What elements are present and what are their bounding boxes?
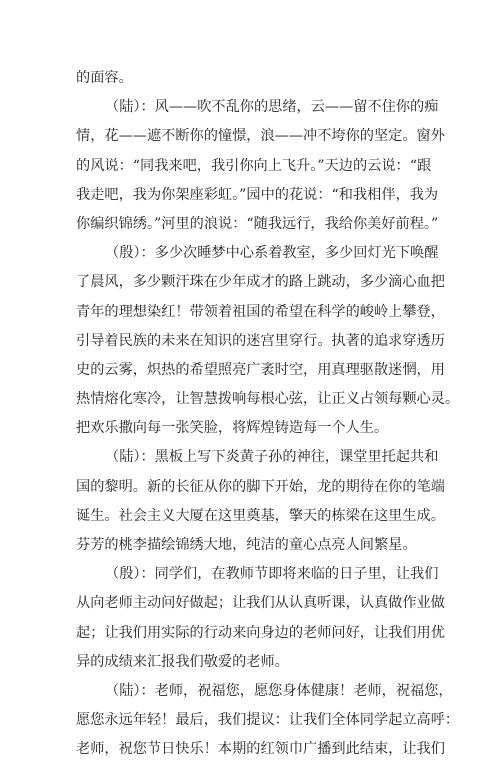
text-line: 老师，祝您节日快乐！本期的红领巾广播到此结束，让我们 [76,741,445,758]
text-line: （殷）：同学们，在教师节即将来临的日子里，让我们 [105,566,439,583]
text-line: （陆）：黑板上写下炎黄子孙的神往，课堂里托起共和 [105,449,439,466]
text-line: （陆）：老师，祝福您，愿您身体健康！老师，祝福您， [105,682,453,699]
text-line: 起；让我们用实际的行动来向身边的老师问好，让我们用优 [76,624,445,641]
text-line: 情，花——遮不断你的憧憬，浪——冲不垮你的坚定。窗外 [76,128,445,145]
text-line: 把欢乐撒向每一张笑脸，将辉煌铸造每一个人生。 [76,420,389,437]
text-line: 青年的理想染红！带领着祖国的希望在科学的峻岭上攀登， [76,303,445,320]
text-line: 的面容。 [76,70,133,86]
document-body [76,64,460,765]
text-line: （陆）：风——吹不乱你的思绪，云——留不住你的痴 [105,99,439,116]
text-line: 史的云雾，炽热的希望照亮广袤时空，用真理驱散迷惘，用 [76,361,445,378]
text-line: 从向老师主动问好做起；让我们从认真听课，认真做作业做 [76,595,445,612]
text-line: 了晨风，多少颗汗珠在少年成才的路上跳动，多少滴心血把 [76,274,445,291]
text-line: 热情熔化寒冷，让智慧拨响每根心弦，让正义占领每颗心灵。 [76,391,460,408]
text-line: 愿您永远年轻！最后，我们提议：让我们全体同学起立高呼： [76,712,460,729]
text-line: 异的成绩来汇报我们敬爱的老师。 [76,653,289,670]
text-line: 的风说：“同我来吧，我引你向上飞升。”天边的云说：“跟 [76,157,432,174]
text-line: 国的黎明。新的长征从你的脚下开始，龙的期待在你的笔端 [76,478,445,495]
text-line: 芬芳的桃李描绘锦绣大地，纯洁的童心点亮人间繁星。 [76,537,417,553]
text-line: 诞生。社会主义大厦在这里奠基，擎天的栋梁在这里生成。 [76,507,445,524]
text-line: 我走吧，我为你架座彩虹。”园中的花说：“和我相伴，我为 [76,186,439,203]
text-line: 引导着民族的未来在知识的迷宫里穿行。执著的追求穿透历 [76,332,445,349]
text-line: 你编织锦绣。”河里的浪说：“随我远行，我给你美好前程。” [76,215,439,232]
text-line: （殷）：多少次睡梦中心系着教室，多少回灯光下唤醒 [105,245,439,262]
